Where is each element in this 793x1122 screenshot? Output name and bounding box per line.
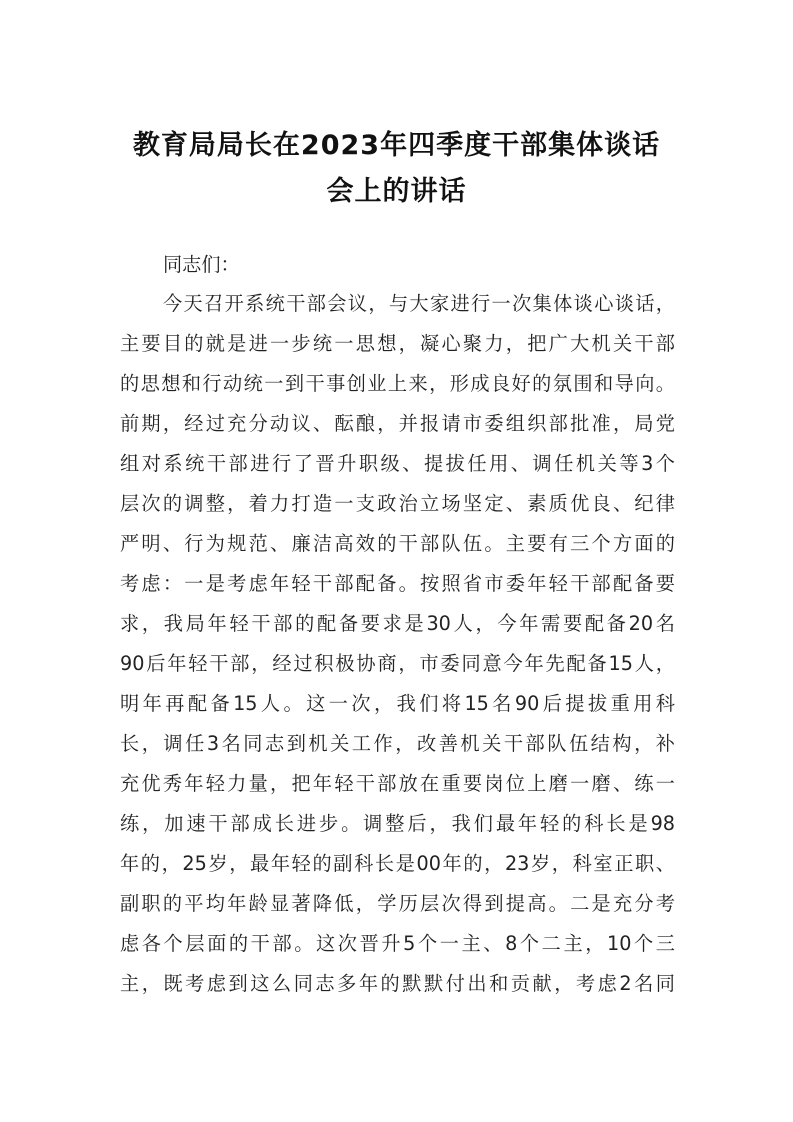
body-line: 主要目的就是进一步统一思想，凝心聚力，把广大机关干部 bbox=[120, 332, 675, 355]
body-line: 长，调任3名同志到机关工作，改善机关干部队伍结构，补 bbox=[120, 732, 675, 755]
body-line: 90后年轻干部，经过积极协商，市委同意今年先配备15人， bbox=[120, 652, 675, 675]
document-title-line-2: 会上的讲话 bbox=[326, 176, 467, 207]
body-line: 的思想和行动统一到干事创业上来，形成良好的氛围和导向。 bbox=[120, 372, 675, 395]
body-line: 前期，经过充分动议、酝酿，并报请市委组织部批准，局党 bbox=[120, 412, 675, 435]
body-line: 年的，25岁，最年轻的副科长是00年的，23岁，科室正职、 bbox=[120, 852, 675, 875]
body-line: 明年再配备15人。这一次，我们将15名90后提拔重用科 bbox=[120, 692, 675, 715]
body-line: 今天召开系统干部会议，与大家进行一次集体谈心谈话， bbox=[163, 292, 675, 315]
body-line: 组对系统干部进行了晋升职级、提拔任用、调任机关等3个 bbox=[120, 452, 675, 475]
body-line: 练，加速干部成长进步。调整后，我们最年轻的科长是98 bbox=[120, 812, 675, 835]
document-title-line-1: 教育局局长在2023年四季度干部集体谈话 bbox=[132, 130, 661, 161]
body-line: 严明、行为规范、廉洁高效的干部队伍。主要有三个方面的 bbox=[120, 532, 675, 555]
body-line: 求，我局年轻干部的配备要求是30人，今年需要配备20名 bbox=[120, 612, 675, 635]
body-line: 层次的调整，着力打造一支政治立场坚定、素质优良、纪律 bbox=[120, 492, 675, 515]
body-line: 虑各个层面的干部。这次晋升5个一主、8个二主，10个三 bbox=[120, 932, 675, 955]
salutation: 同志们： bbox=[163, 253, 240, 276]
body-line: 主，既考虑到这么同志多年的默默付出和贡献，考虑2名同 bbox=[120, 972, 675, 995]
body-line: 充优秀年轻力量，把年轻干部放在重要岗位上磨一磨、练一 bbox=[120, 772, 675, 795]
body-line: 考虑：一是考虑年轻干部配备。按照省市委年轻干部配备要 bbox=[120, 572, 675, 595]
body-line: 副职的平均年龄显著降低，学历层次得到提高。二是充分考 bbox=[120, 892, 675, 915]
